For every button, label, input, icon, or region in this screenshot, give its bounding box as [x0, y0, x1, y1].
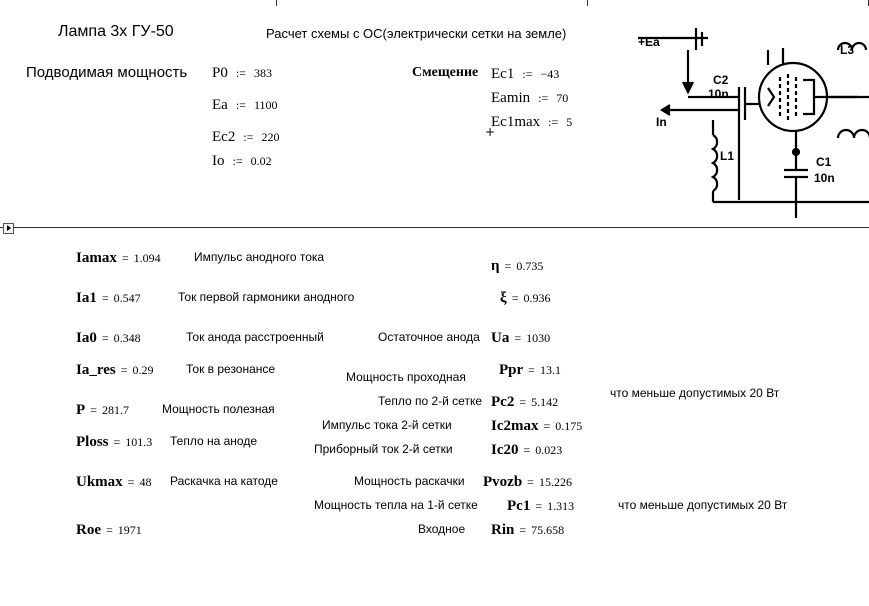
input-Ea[interactable]: Ea := 1100 [212, 97, 278, 113]
desc-Ppr: Мощность проходная [346, 370, 466, 384]
result-Ic20[interactable]: Ic20 = 0.023 [491, 442, 563, 458]
result-P[interactable]: P = 281.7 [76, 402, 129, 418]
desc-Pvozb: Мощность раскачки [354, 474, 465, 488]
result-Pc2[interactable]: Pc2 = 5.142 [491, 394, 559, 410]
result-Iamax[interactable]: Iamax = 1.094 [76, 250, 161, 266]
result-Ia0[interactable]: Ia0 = 0.348 [76, 330, 141, 346]
input-P0[interactable]: P0 := 383 [212, 65, 272, 81]
result-Pc1[interactable]: Pc1 = 1.313 [507, 498, 575, 514]
bias-label: Смещение [412, 65, 479, 80]
desc-Ic20: Приборный ток 2-й сетки [314, 442, 453, 456]
result-Ic2max[interactable]: Ic2max = 0.175 [491, 418, 583, 434]
desc-Ua: Остаточное анода [378, 330, 480, 344]
desc-Ia-res: Ток в резонансе [186, 362, 276, 376]
desc-Pc2: Тепло по 2-й сетке [378, 394, 483, 408]
input-Eamin[interactable]: Eamin := 70 [491, 90, 569, 106]
desc-Pc1: Мощность тепла на 1-й сетке [314, 498, 478, 512]
schematic-c2-value: 10n [708, 87, 729, 101]
result-Ploss[interactable]: Ploss = 101.3 [76, 434, 153, 450]
result-eta[interactable]: η = 0.735 [491, 258, 544, 274]
schematic-ea-label: +Ea [638, 35, 660, 49]
desc-P: Мощность полезная [162, 402, 275, 416]
region-collapse-arrow[interactable] [3, 223, 14, 234]
input-power-label: Подводимая мощность [26, 64, 188, 81]
result-Ia1[interactable]: Ia1 = 0.547 [76, 290, 141, 306]
result-Pvozb[interactable]: Pvozb = 15.226 [483, 474, 572, 490]
schematic-l1-label: L1 [720, 149, 735, 163]
schematic-c1-value: 10n [814, 171, 835, 185]
desc-Ia0: Ток анода расстроенный [186, 330, 324, 344]
desc-Ploss: Тепло на аноде [170, 434, 257, 448]
scheme-title: Расчет схемы с ОС(электрически сетки на земле) [266, 26, 567, 41]
lamp-title: Лампа 3х ГУ-50 [58, 23, 174, 40]
desc-Rin: Входное [418, 522, 466, 536]
schematic-c2-label: C2 [713, 73, 729, 87]
note-pc2: что меньше допустимых 20 Вт [610, 386, 780, 400]
desc-Ic2max: Импульс тока 2-й сетки [322, 418, 452, 432]
circuit-schematic [588, 10, 869, 222]
desc-Ukmax: Раскачка на катоде [170, 474, 278, 488]
result-Ppr[interactable]: Ppr = 13.1 [499, 362, 561, 378]
note-pc1: что меньше допустимых 20 Вт [618, 498, 788, 512]
schematic-c1-label: C1 [816, 155, 832, 169]
result-Rin[interactable]: Rin = 75.658 [491, 522, 565, 538]
ruler-tick [587, 0, 588, 6]
result-Ua[interactable]: Ua = 1030 [491, 330, 551, 346]
input-Ec1max[interactable]: Ec1max := 5 [491, 114, 573, 130]
result-Ia-res[interactable]: Ia_res = 0.29 [76, 362, 154, 378]
input-Io[interactable]: Io := 0.02 [212, 153, 272, 169]
result-Ukmax[interactable]: Ukmax = 48 [76, 474, 152, 490]
region-divider [0, 227, 869, 228]
schematic-in-label: In [656, 115, 667, 129]
desc-Ia1: Ток первой гармоники анодного [178, 290, 355, 304]
desc-Iamax: Импульс анодного тока [194, 250, 325, 264]
result-xi[interactable]: ξ = 0.936 [500, 290, 551, 306]
schematic-l3-label: L3 [840, 43, 855, 57]
ruler-tick [276, 0, 277, 6]
result-Roe[interactable]: Roe = 1971 [76, 522, 142, 538]
crosshair-cursor: + [485, 125, 496, 139]
input-Ec2[interactable]: Ec2 := 220 [212, 129, 280, 145]
input-Ec1[interactable]: Ec1 := −43 [491, 66, 560, 82]
